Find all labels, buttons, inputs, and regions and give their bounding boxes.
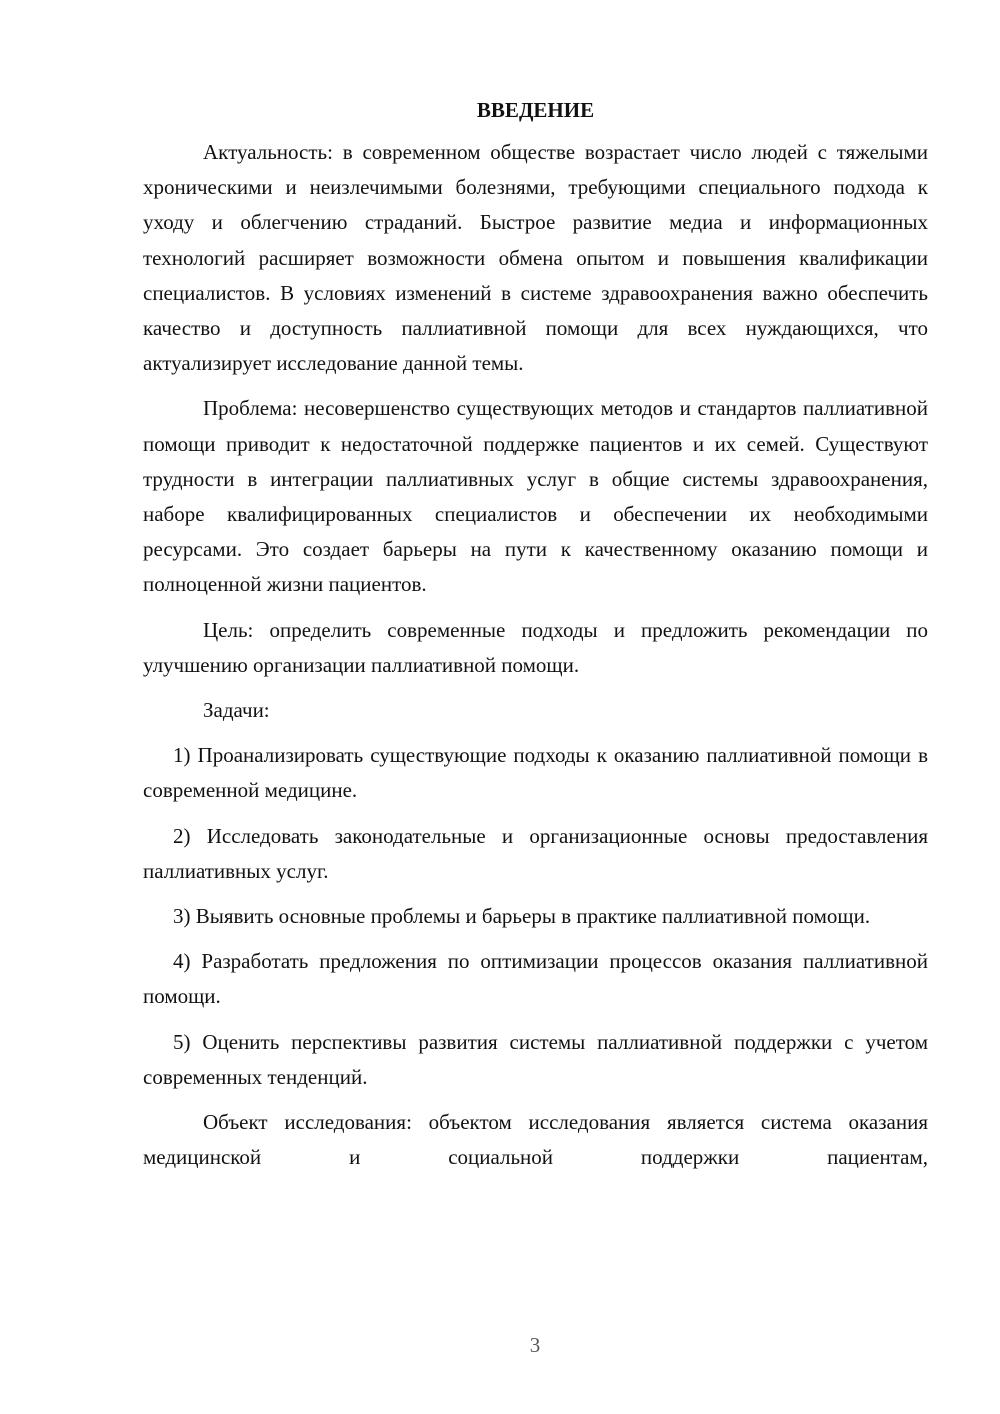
section-heading: ВВЕДЕНИЕ: [476, 98, 595, 122]
task-item-5: 5) Оценить перспективы развития системы паллиативной поддержки с учетом современных тенденций.: [143, 1029, 928, 1089]
task-item-1: 1) Проанализировать существующие подходы к оказанию паллиативной помощи в современной медицине.: [143, 743, 928, 803]
task-item-4: 4) Разработать предложения по оптимизации процессов оказания паллиативной помощи.: [143, 949, 928, 1009]
paragraph-relevance: Актуальность: в современном обществе возрастает число людей с тяжелыми хроническими и неизлечимыми болезнями, требующими специального подхода к уходу и облегчению страданий. Быстрое развитие медиа и информационных технологий расширяет возможности обмена опытом и повышения квалификации специалистов. В условиях изменений в системе здравоохранения важно обеспечить качество и доступность паллиативной помощи для всех нуждающихся, что актуализирует исследование данной темы.: [143, 140, 928, 376]
document-page: [143, 92, 928, 1175]
paragraph-problem: Проблема: несовершенство существующих методов и стандартов паллиативной помощи приводит к недостаточной поддержке пациентов и их семей. Существуют трудности в интеграции паллиативных услуг в общие системы здравоохранения, наборе квалифицированных специалистов и обеспечении их необходимыми ресурсами. Это создает барьеры на пути к качественному оказанию помощи и полноценной жизни пациентов.: [143, 396, 928, 597]
paragraph-goal: Цель: определить современные подходы и предложить рекомендации по улучшению организации паллиативной помощи.: [143, 617, 928, 677]
tasks-label: Задачи:: [203, 698, 270, 723]
task-item-2: 2) Исследовать законодательные и организационные основы предоставления паллиативных услуг.: [143, 823, 928, 883]
task-item-3: 3) Выявить основные проблемы и барьеры в практике паллиативной помощи.: [173, 904, 871, 929]
paragraph-object: Объект исследования: объектом исследования является система оказания медицинской и социальной поддержки пациентам,: [143, 1110, 928, 1170]
page-number: 3: [529, 1333, 541, 1357]
